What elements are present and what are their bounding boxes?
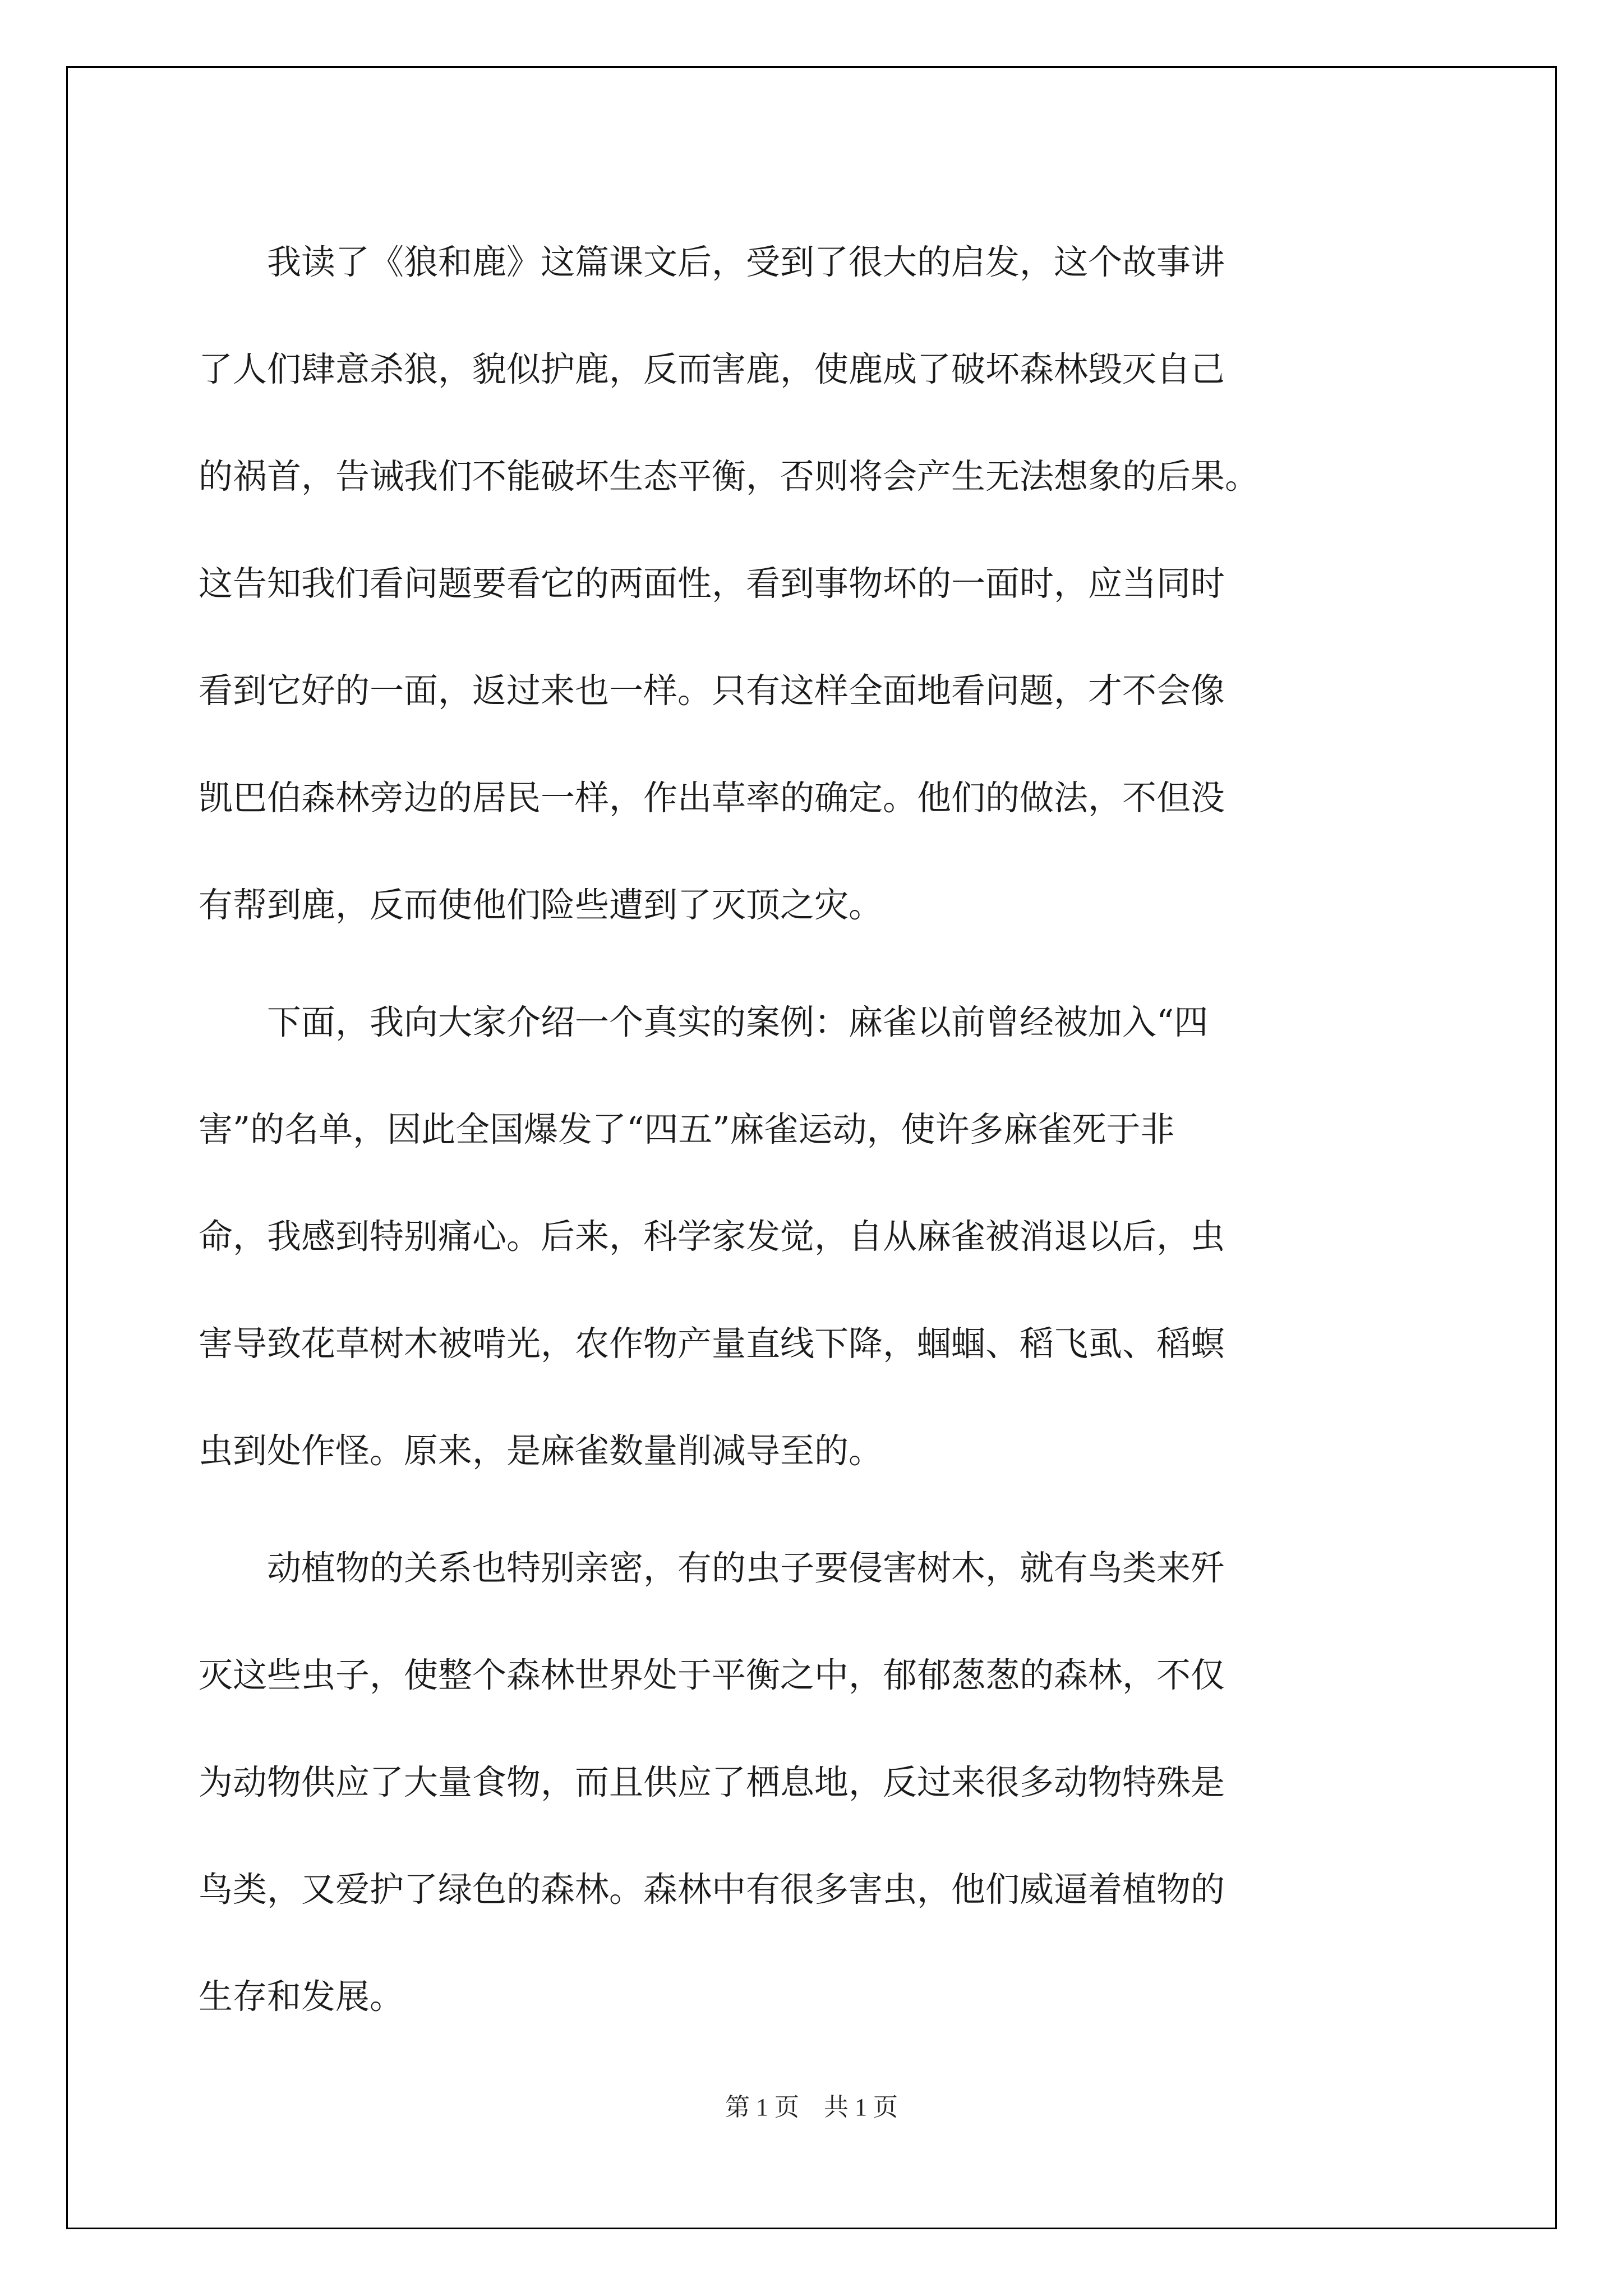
- page-number: 第 1 页: [725, 2093, 799, 2121]
- paragraph-1: 我读了《狼和鹿》这篇课文后，受到了很大的启发，这个故事讲 了人们肆意杀狼，貌似护鹿，反而害鹿，使鹿成了破坏森林毁灭自己 的祸首，告诫我们不能破坏生态平衡，否则将会产生无法想象的后果。 这告知我们看问题要看它的两面性，看到事物坏的一面时，应当同时 看到它好的一面，返过来也一样。只有这样全面地看问题，才不会像 凯巴伯森林旁边的居民一样，作出草率的确定。他们的做法，不但没 有帮到鹿，反而使他们险些遭到了灭顶之灾。: [199, 242, 1260, 925]
- page-total: 共 1 页: [824, 2093, 898, 2121]
- paragraph-2: 下面，我向大家介绍一个真实的案例：麻雀以前曾经被加入“四 害”的名单，因此全国爆发了“四五”麻雀运动，使许多麻雀死于非 命，我感到特别痛心。后来，科学家发觉，自从麻雀被消退以后，虫 害导致花草树木被啃光，农作物产量直线下降，蝈蝈、稻飞虱、稻螟 虫到处作怪。原来，是麻雀数量削减导至的。: [199, 1002, 1225, 1471]
- document-body: [199, 209, 1432, 2050]
- paragraph-3: 动植物的关系也特别亲密，有的虫子要侵害树木，就有鸟类来歼 灭这些虫子，使整个森林世界处于平衡之中，郁郁葱葱的森林，不仅 为动物供应了大量食物，而且供应了栖息地，反过来很多动物特殊是 鸟类，又爱护了绿色的森林。森林中有很多害虫，他们威逼着植物的 生存和发展。: [199, 1548, 1225, 2017]
- page-footer: [0, 2087, 1623, 2123]
